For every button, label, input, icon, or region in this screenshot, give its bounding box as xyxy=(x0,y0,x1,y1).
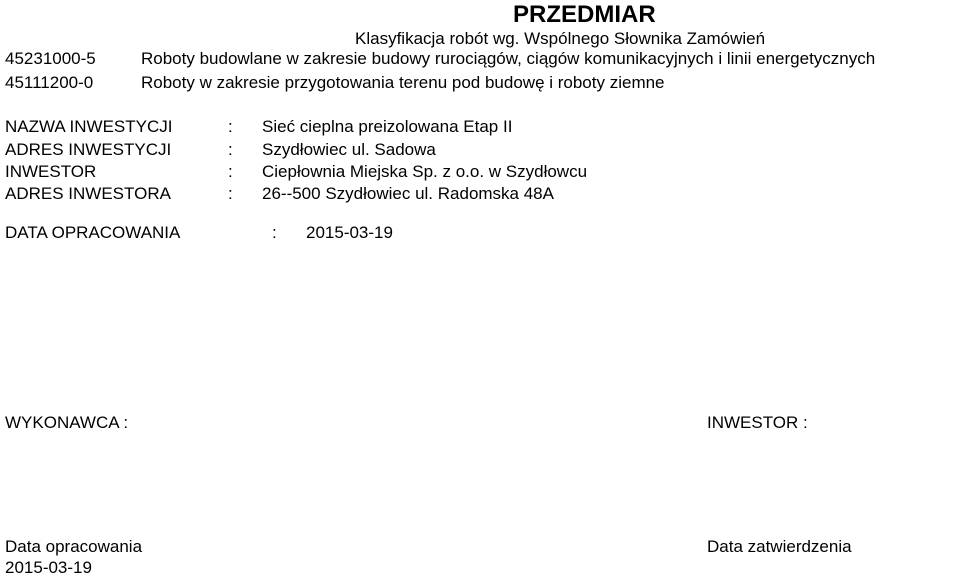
cpv-description: Roboty budowlane w zakresie budowy rurociągów, ciągów komunikacyjnych i linii energetycznych xyxy=(141,49,876,68)
separator-colon: : xyxy=(228,184,233,203)
prepared-date-value: 2015-03-19 xyxy=(5,558,92,577)
cpv-description: Roboty w zakresie przygotowania terenu pod budowę i roboty ziemne xyxy=(141,73,665,92)
separator-colon: : xyxy=(228,140,233,159)
separator-colon: : xyxy=(228,162,233,181)
preparation-date-value: 2015-03-19 xyxy=(306,223,393,242)
investment-name-label: NAZWA INWESTYCJI xyxy=(5,117,173,136)
cpv-code: 45231000-5 xyxy=(5,49,96,68)
document-title: PRZEDMIAR xyxy=(513,1,656,28)
classification-subtitle: Klasyfikacja robót wg. Wspólnego Słownika Zamówień xyxy=(355,29,766,48)
investor-address-value: 26--500 Szydłowiec ul. Radomska 48A xyxy=(262,184,554,203)
prepared-date-label: Data opracowania xyxy=(5,537,143,556)
contractor-signature-label: WYKONAWCA : xyxy=(5,413,129,432)
investment-address-value: Szydłowiec ul. Sadowa xyxy=(262,140,436,159)
investor-value: Ciepłownia Miejska Sp. z o.o. w Szydłowcu xyxy=(262,162,588,181)
preparation-date-label: DATA OPRACOWANIA xyxy=(5,223,181,242)
approval-date-label: Data zatwierdzenia xyxy=(707,537,852,556)
separator-colon: : xyxy=(228,117,233,136)
separator-colon: : xyxy=(272,223,277,242)
investor-address-label: ADRES INWESTORA xyxy=(5,184,171,203)
investment-address-label: ADRES INWESTYCJI xyxy=(5,140,172,159)
investment-name-value: Sieć cieplna preizolowana Etap II xyxy=(262,117,513,136)
cpv-code: 45111200-0 xyxy=(5,73,94,92)
investor-signature-label: INWESTOR : xyxy=(707,413,808,432)
investor-label: INWESTOR xyxy=(5,162,97,181)
